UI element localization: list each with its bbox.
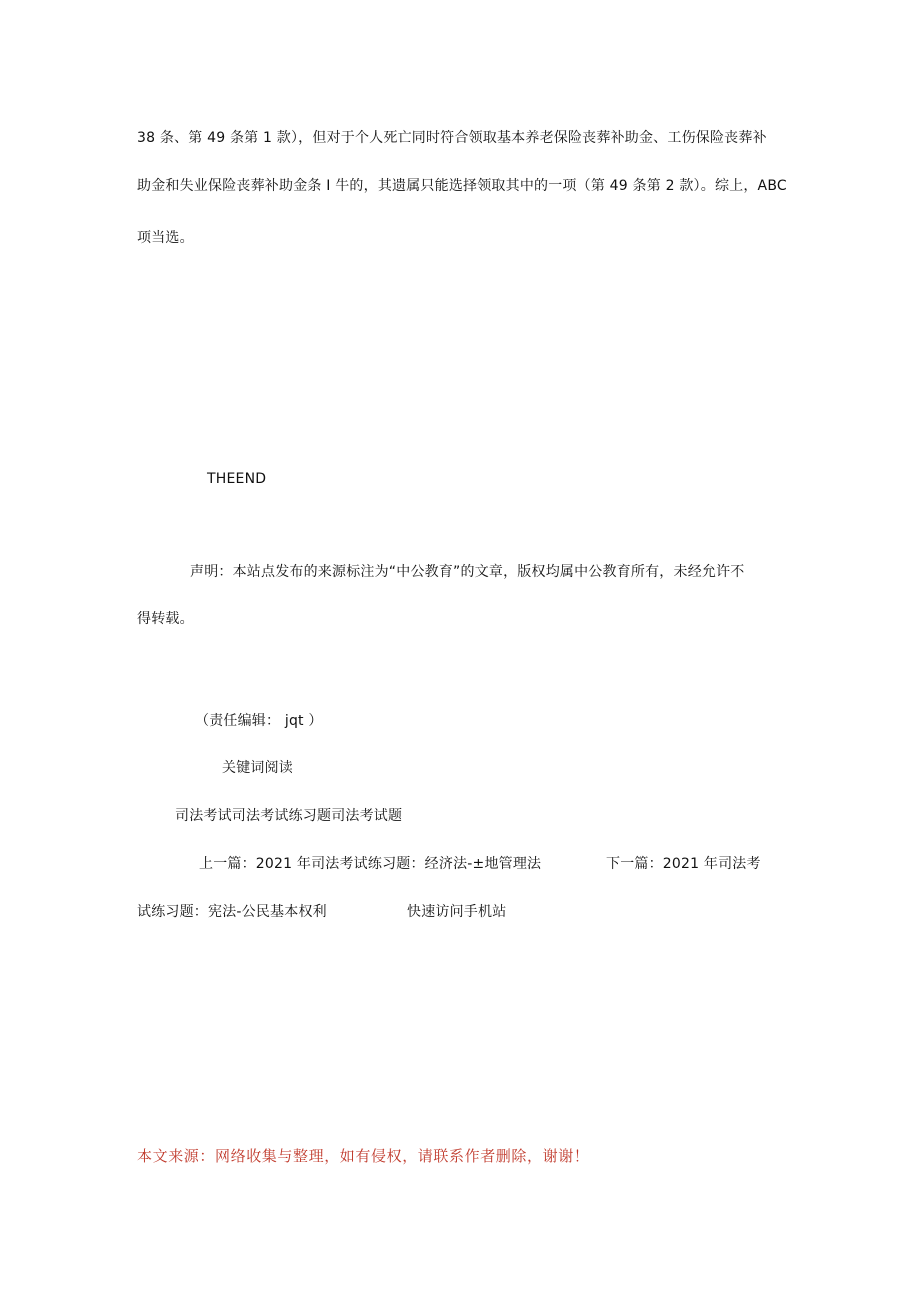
- next-article-link-2[interactable]: 试练习题：宪法-公民基本权利: [137, 904, 327, 920]
- declaration-line-1: 声明：本站点发布的来源标注为“中公教育”的文章，版权均属中公教育所有，未经允许不: [190, 564, 745, 580]
- source-note: 本文来源：网络收集与整理，如有侵权，请联系作者删除，谢谢！: [137, 1147, 590, 1165]
- the-end-marker: THEEND: [207, 471, 267, 487]
- next-article-link-1[interactable]: 下一篇：2021 年司法考: [606, 856, 761, 872]
- next-article-part-1[interactable]: [606, 854, 761, 874]
- mobile-site[interactable]: [407, 902, 506, 922]
- next-article-part-2[interactable]: [137, 902, 327, 922]
- keywords-title: 关键词阅读: [222, 760, 293, 776]
- declaration-line-2: 得转载。: [137, 611, 194, 627]
- paragraph-line-1: 38 条、第 49 条第 1 款），但对于个人死亡同时符合领取基本养老保险丧葬补助金、工伤保险丧葬补: [137, 130, 767, 146]
- keywords-list[interactable]: [175, 806, 402, 826]
- paragraph-line-3: 项当选。: [137, 230, 194, 246]
- keywords-link[interactable]: 司法考试司法考试练习题司法考试题: [175, 808, 403, 824]
- editor-credit: （责任编辑： jqt ）: [195, 713, 323, 729]
- prev-article-link[interactable]: 上一篇：2021 年司法考试练习题：经济法-±地管理法: [199, 856, 542, 872]
- mobile-site-link[interactable]: 快速访问手机站: [407, 904, 507, 920]
- prev-article[interactable]: [199, 854, 541, 874]
- paragraph-line-2: 助金和失业保险丧葬补助金条 I 牛的，其遗属只能选择领取其中的一项（第 49 条第 2 款）。综上，ABC: [137, 178, 787, 194]
